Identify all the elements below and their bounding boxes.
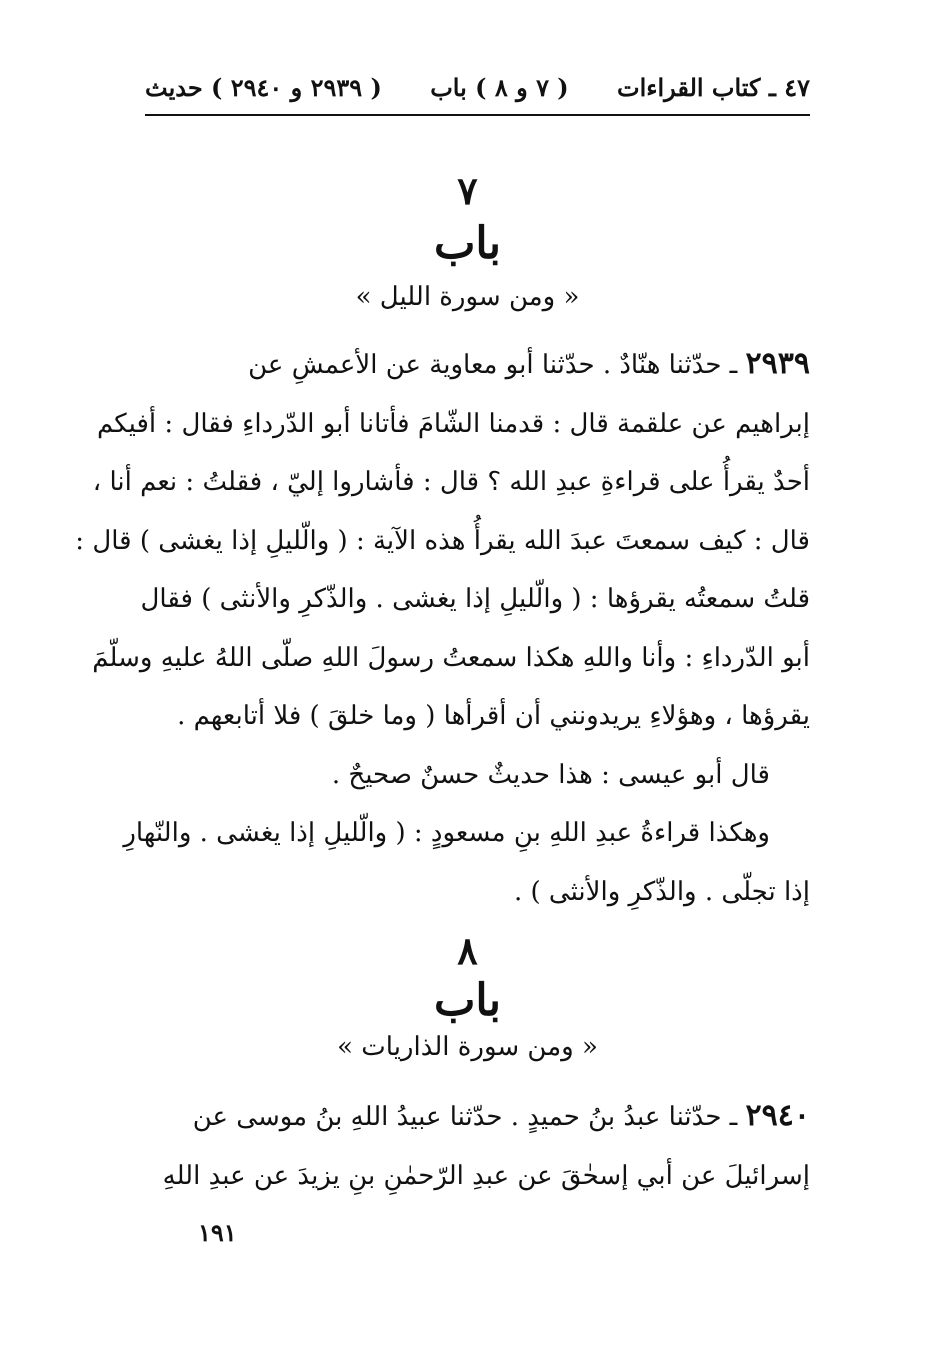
hadith-line: يقرؤها ، وهؤلاءِ يريدونني أن أقرأها ( وما خلقَ ) فلا أتابعهم . bbox=[177, 701, 810, 731]
section-8-title: باب bbox=[433, 975, 502, 1026]
header-hadith-range: ( ٢٩٣٩ و ٢٩٤٠ ) حديث bbox=[145, 72, 382, 102]
hadith-line: ٢٩٣٩ ـ حدّثنا هنّادٌ . حدّثنا أبو معاوية عن الأعمشِ عن bbox=[248, 346, 810, 381]
reading-line: وهكذا قراءةُ عبدِ اللهِ بنِ مسعودٍ : ( والّليلِ إذا يغشى . والنّهارِ bbox=[123, 818, 770, 848]
hadith-grade: قال أبو عيسى : هذا حديثٌ حسنٌ صحيحٌ . bbox=[331, 759, 770, 790]
header-book-title: ٤٧ ـ كتاب القراءات bbox=[616, 72, 810, 102]
hadith-2940 bbox=[150, 1087, 810, 1205]
header-chapter-range: ( ٧ و ٨ ) باب bbox=[430, 72, 569, 102]
hadith-line: ٢٩٤٠ ـ حدّثنا عبدُ بنُ حميدٍ . حدّثنا عبيدُ اللهِ بنُ موسى عن bbox=[192, 1098, 810, 1133]
hadith-line: قال : كيف سمعتَ عبدَ الله يقرأُ هذه الآية : ( والّليلِ إذا يغشى ) قال : bbox=[75, 525, 810, 556]
section-7-subtitle: « ومن سورة الليل » bbox=[355, 282, 580, 312]
hadith-number: ٢٩٣٩ bbox=[745, 346, 810, 381]
reading-line: إذا تجلّى . والذّكرِ والأنثى ) . bbox=[513, 876, 810, 907]
section-8-subtitle: « ومن سورة الذاريات » bbox=[337, 1032, 598, 1062]
section-7-number: ٧ bbox=[457, 168, 478, 213]
hadith-number: ٢٩٤٠ bbox=[745, 1098, 810, 1133]
hadith-line: أبو الدّرداءِ : وأنا واللهِ هكذا سمعتُ رسولَ اللهِ صلّى اللهُ عليهِ وسلّمَ bbox=[92, 642, 810, 673]
hadith-line: قلتُ سمعتُه يقرؤها : ( والّليلِ إذا يغشى . والذّكرِ والأنثى ) فقال bbox=[140, 584, 810, 614]
page-number: ١٩١ bbox=[198, 1218, 237, 1247]
hadith-line: إبراهيم عن علقمة قال : قدمنا الشّامَ فأتانا أبو الدّرداءِ فقال : أفيكم bbox=[97, 408, 810, 439]
section-8-number: ٨ bbox=[457, 928, 478, 973]
section-7-title: باب bbox=[433, 218, 502, 269]
hadith-line: أحدٌ يقرأُ على قراءةِ عبدِ الله ؟ قال : فأشاروا إليّ ، فقلتُ : نعم أنا ، bbox=[92, 467, 810, 497]
hadith-line: إسرائيلَ عن أبي إسحٰقَ عن عبدِ الرّحمٰنِ بنِ يزيدَ عن عبدِ اللهِ bbox=[162, 1160, 810, 1191]
hadith-2939 bbox=[75, 335, 810, 921]
header-rule bbox=[145, 114, 810, 116]
running-header bbox=[145, 62, 810, 112]
